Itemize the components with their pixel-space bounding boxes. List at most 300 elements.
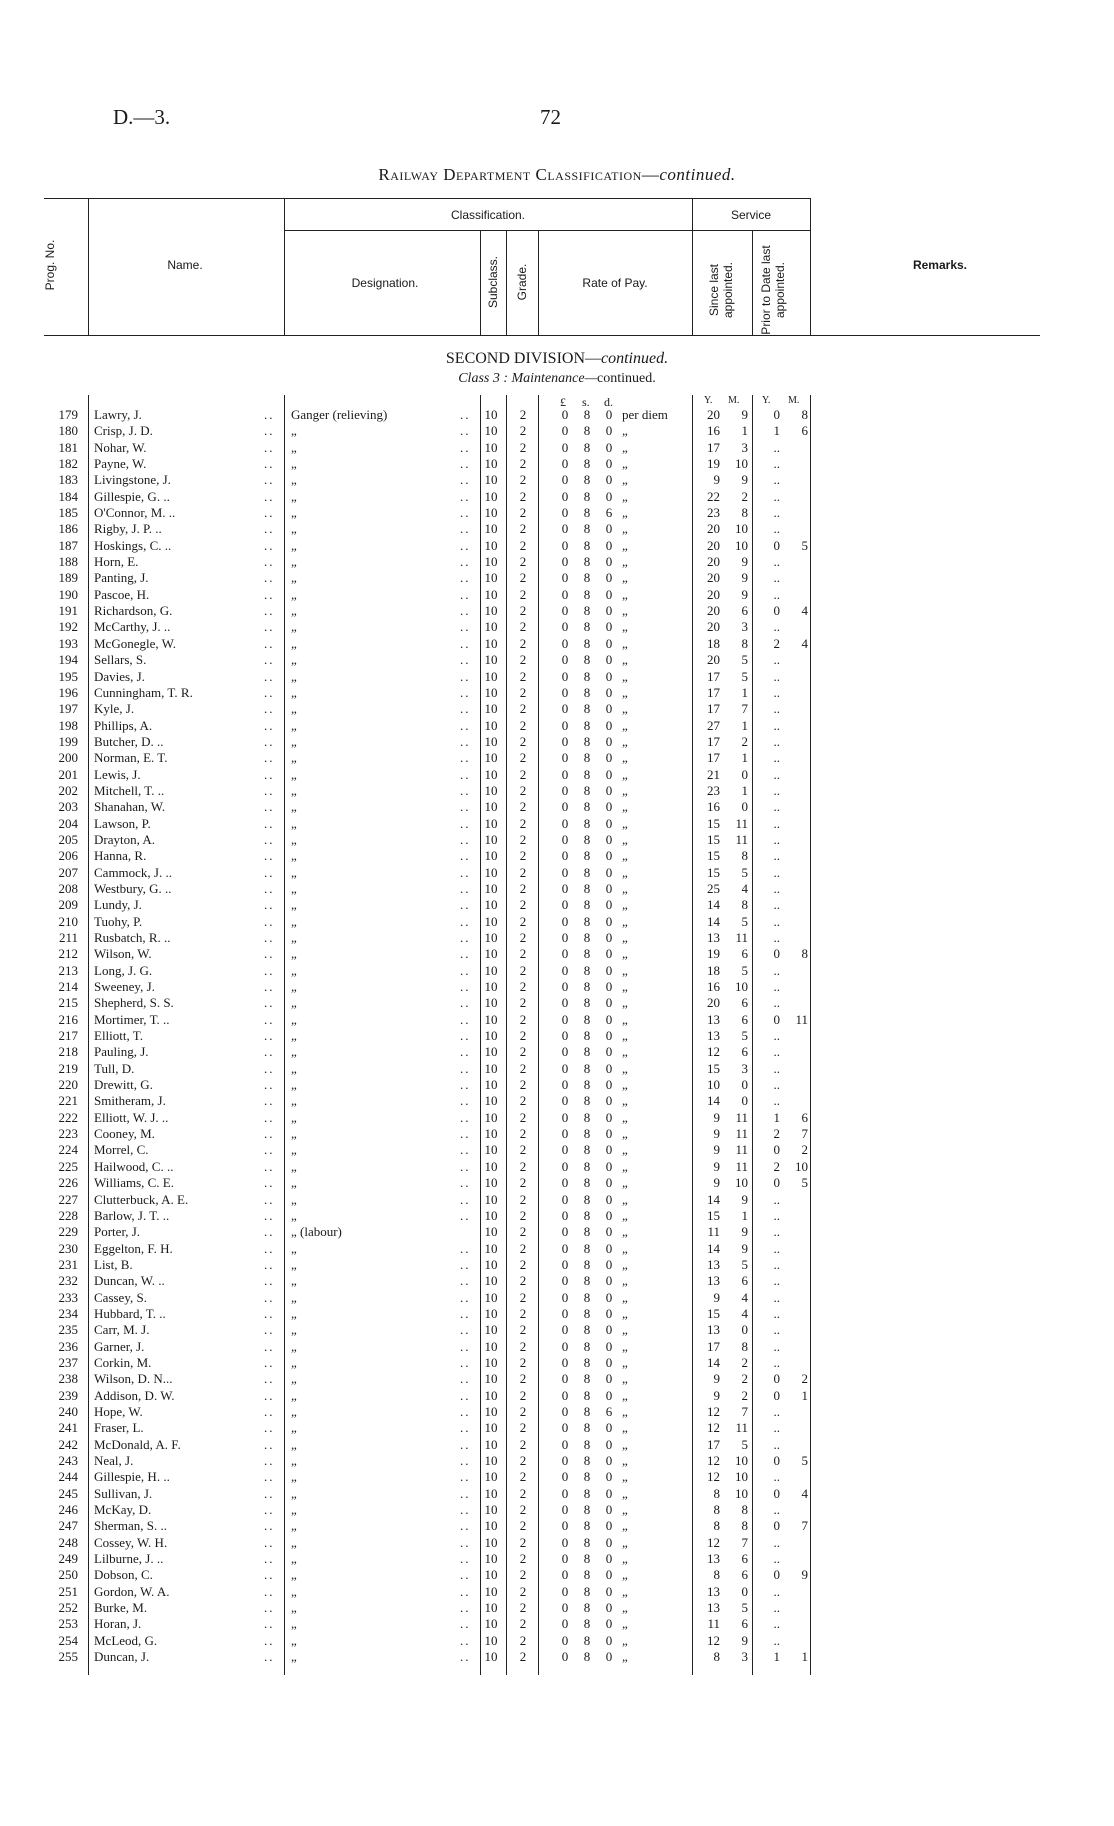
pay-pounds: 0 — [561, 521, 569, 537]
leader-dots: .. — [264, 1305, 275, 1321]
since-months: 6 — [741, 1551, 748, 1567]
pay-pounds: 0 — [561, 1256, 569, 1272]
leader-dots: .. — [460, 717, 471, 733]
leader-dots: .. — [460, 864, 471, 880]
pay-pounds: 0 — [561, 1077, 569, 1093]
designation: „ — [291, 1240, 297, 1256]
employee-name: McDonald, A. F. — [94, 1436, 181, 1452]
designation: „ — [291, 1567, 297, 1583]
subclass: 10 — [484, 1436, 498, 1452]
since-months: 1 — [741, 750, 748, 766]
since-months: 8 — [741, 505, 748, 521]
leader-dots: .. — [264, 1518, 275, 1534]
since-months: 10 — [735, 979, 748, 995]
pay-period: „ — [622, 1289, 628, 1305]
pay-shillings: 8 — [583, 782, 591, 798]
unit-prior-months: M. — [788, 395, 800, 406]
pay-period: „ — [622, 1224, 628, 1240]
table-row — [0, 832, 1114, 848]
since-months: 9 — [741, 570, 748, 586]
pay-pounds: 0 — [561, 979, 569, 995]
leader-dots: .. — [264, 423, 275, 439]
pay-pounds: 0 — [561, 930, 569, 945]
prog-number: 255 — [58, 1649, 78, 1665]
table-row — [0, 1110, 1114, 1126]
pay-shillings: 8 — [583, 1436, 591, 1452]
grade: 2 — [519, 1567, 527, 1583]
prior-months: 9 — [801, 1567, 808, 1583]
table-row — [0, 930, 1114, 946]
leader-dots: .. — [460, 1322, 471, 1338]
leader-dots: .. — [264, 717, 275, 733]
subclass: 10 — [484, 701, 498, 717]
leader-dots: .. — [460, 1256, 471, 1272]
table-row — [0, 423, 1114, 439]
pay-period: „ — [622, 1175, 628, 1191]
since-years: 12 — [707, 1632, 720, 1648]
grade: 2 — [519, 1044, 527, 1060]
prog-number: 229 — [58, 1224, 78, 1240]
prior-years: 1 — [773, 423, 780, 439]
grade: 2 — [519, 1175, 527, 1191]
pay-period: „ — [622, 766, 628, 782]
since-months: 9 — [741, 407, 748, 422]
since-months: 11 — [735, 831, 748, 847]
designation: „ — [291, 586, 297, 602]
prior-years: .. — [773, 930, 780, 945]
leader-dots: .. — [264, 1567, 275, 1583]
pay-shillings: 8 — [583, 1273, 591, 1289]
pay-pounds: 0 — [561, 717, 569, 733]
pay-pounds: 0 — [561, 1191, 569, 1207]
designation: „ — [291, 1109, 297, 1125]
grade: 2 — [519, 1207, 527, 1223]
subclass: 10 — [484, 1044, 498, 1060]
employee-name: Neal, J. — [94, 1453, 134, 1468]
pay-pence: 0 — [605, 880, 613, 896]
designation: „ — [291, 979, 297, 995]
leader-dots: .. — [460, 1518, 471, 1534]
leader-dots: .. — [460, 1534, 471, 1550]
prog-number: 204 — [58, 815, 78, 831]
pay-shillings: 8 — [583, 831, 591, 847]
leader-dots: .. — [460, 505, 471, 521]
prior-years: 0 — [773, 1175, 780, 1191]
grade: 2 — [519, 1224, 527, 1240]
since-years: 14 — [707, 913, 720, 929]
leader-dots: .. — [264, 848, 275, 864]
since-months: 8 — [741, 1502, 748, 1518]
since-months: 10 — [735, 1485, 748, 1501]
designation: „ — [291, 782, 297, 798]
leader-dots: .. — [264, 488, 275, 504]
since-years: 16 — [707, 979, 720, 995]
since-years: 16 — [707, 799, 720, 815]
grade: 2 — [519, 1289, 527, 1305]
pay-pounds: 0 — [561, 1028, 569, 1044]
pay-period: „ — [622, 1453, 628, 1468]
grade: 2 — [519, 1305, 527, 1321]
designation: „ — [291, 995, 297, 1011]
pay-pounds: 0 — [561, 472, 569, 488]
leader-dots: .. — [264, 1093, 275, 1109]
table-row — [0, 1404, 1114, 1420]
prog-number: 225 — [58, 1158, 78, 1174]
since-years: 12 — [707, 1403, 720, 1419]
prog-number: 227 — [58, 1191, 78, 1207]
pay-pence: 0 — [605, 1256, 613, 1272]
employee-name: List, B. — [94, 1256, 133, 1272]
pay-pence: 0 — [605, 1485, 613, 1501]
leader-dots: .. — [460, 799, 471, 815]
pay-pence: 0 — [605, 1191, 613, 1207]
pay-pence: 0 — [605, 930, 613, 945]
leader-dots: .. — [264, 407, 275, 422]
leader-dots: .. — [264, 1551, 275, 1567]
subclass: 10 — [484, 684, 498, 700]
table-row — [0, 1518, 1114, 1534]
col-subclass: Subclass. — [486, 255, 500, 309]
since-months: 1 — [741, 1207, 748, 1223]
employee-name: Wilson, D. N... — [94, 1371, 173, 1387]
leader-dots: .. — [264, 995, 275, 1011]
pay-period: „ — [622, 995, 628, 1011]
pay-pounds: 0 — [561, 1485, 569, 1501]
prog-number: 230 — [58, 1240, 78, 1256]
prior-years: .. — [773, 995, 780, 1011]
since-years: 8 — [713, 1518, 720, 1534]
prior-years: .. — [773, 1502, 780, 1518]
leader-dots: .. — [264, 1044, 275, 1060]
pay-shillings: 8 — [583, 1420, 591, 1436]
leader-dots: .. — [264, 1028, 275, 1044]
prog-number: 221 — [58, 1093, 78, 1109]
prog-number: 195 — [58, 668, 78, 684]
section-title — [0, 350, 1114, 368]
pay-shillings: 8 — [583, 1256, 591, 1272]
pay-shillings: 8 — [583, 423, 591, 439]
pay-period: „ — [622, 619, 628, 635]
pay-period: „ — [622, 1207, 628, 1223]
since-months: 5 — [741, 1436, 748, 1452]
since-years: 15 — [707, 815, 720, 831]
designation: „ — [291, 684, 297, 700]
grade: 2 — [519, 701, 527, 717]
pay-shillings: 8 — [583, 1534, 591, 1550]
designation: „ — [291, 733, 297, 749]
pay-pounds: 0 — [561, 1273, 569, 1289]
pay-shillings: 8 — [583, 554, 591, 570]
since-years: 10 — [707, 1077, 720, 1093]
pay-period: „ — [622, 1518, 628, 1534]
prior-years: .. — [773, 766, 780, 782]
designation: „ — [291, 1436, 297, 1452]
unit-pound: £ — [560, 395, 566, 409]
pay-shillings: 8 — [583, 684, 591, 700]
since-years: 11 — [707, 1616, 720, 1632]
subclass: 10 — [484, 456, 498, 472]
pay-shillings: 8 — [583, 733, 591, 749]
leader-dots: .. — [264, 619, 275, 635]
pay-shillings: 8 — [583, 701, 591, 717]
pay-pence: 0 — [605, 864, 613, 880]
table-row — [0, 963, 1114, 979]
designation: „ — [291, 1453, 297, 1468]
section-class-cont: continued. — [597, 371, 656, 386]
table-row — [0, 1061, 1114, 1077]
table-row — [0, 1600, 1114, 1616]
employee-name: Garner, J. — [94, 1338, 145, 1354]
leader-dots: .. — [460, 979, 471, 995]
table-row — [0, 734, 1114, 750]
leader-dots: .. — [264, 537, 275, 553]
subclass: 10 — [484, 1142, 498, 1158]
pay-pence: 0 — [605, 1011, 613, 1027]
prog-number: 180 — [58, 423, 78, 439]
pay-pence: 6 — [605, 1403, 613, 1419]
table-row — [0, 489, 1114, 505]
unit-pence: d. — [604, 395, 613, 409]
subclass: 10 — [484, 766, 498, 782]
pay-period: per diem — [622, 407, 668, 422]
subclass: 10 — [484, 586, 498, 602]
pay-pounds: 0 — [561, 1158, 569, 1174]
designation: „ — [291, 1354, 297, 1370]
designation: „ — [291, 1518, 297, 1534]
pay-shillings: 8 — [583, 439, 591, 455]
designation: „ — [291, 635, 297, 651]
pay-shillings: 8 — [583, 1289, 591, 1305]
since-years: 20 — [707, 570, 720, 586]
employee-name: Butcher, D. .. — [94, 733, 164, 749]
prog-number: 217 — [58, 1028, 78, 1044]
leader-dots: .. — [460, 619, 471, 635]
prog-number: 198 — [58, 717, 78, 733]
pay-pence: 0 — [605, 782, 613, 798]
since-months: 11 — [735, 1158, 748, 1174]
pay-period: „ — [622, 1469, 628, 1485]
leader-dots: .. — [460, 537, 471, 553]
table-row — [0, 1371, 1114, 1387]
subclass: 10 — [484, 1175, 498, 1191]
since-years: 14 — [707, 1240, 720, 1256]
since-years: 17 — [707, 439, 720, 455]
pay-shillings: 8 — [583, 652, 591, 668]
subclass: 10 — [484, 407, 498, 422]
employee-name: Payne, W. — [94, 456, 147, 472]
since-years: 9 — [713, 1126, 720, 1142]
leader-dots: .. — [264, 1534, 275, 1550]
prog-number: 247 — [58, 1518, 78, 1534]
designation: „ — [291, 423, 297, 439]
leader-dots: .. — [460, 1305, 471, 1321]
pay-pounds: 0 — [561, 1289, 569, 1305]
leader-dots: .. — [460, 1126, 471, 1142]
prog-number: 188 — [58, 554, 78, 570]
leader-dots: .. — [460, 635, 471, 651]
pay-shillings: 8 — [583, 897, 591, 913]
leader-dots: .. — [264, 1387, 275, 1403]
subclass: 10 — [484, 897, 498, 913]
section-class-label: Class 3 : Maintenance— — [458, 371, 598, 386]
leader-dots: .. — [460, 1420, 471, 1436]
prior-months: 2 — [801, 1142, 808, 1158]
since-years: 13 — [707, 1551, 720, 1567]
employee-name: Pauling, J. — [94, 1044, 149, 1060]
since-months: 10 — [735, 1453, 748, 1468]
table-row — [0, 1584, 1114, 1600]
grade: 2 — [519, 570, 527, 586]
table-row — [0, 1012, 1114, 1028]
since-years: 20 — [707, 619, 720, 635]
pay-pence: 0 — [605, 456, 613, 472]
table-row — [0, 1322, 1114, 1338]
pay-shillings: 8 — [583, 1502, 591, 1518]
leader-dots: .. — [264, 782, 275, 798]
pay-shillings: 8 — [583, 505, 591, 521]
grade: 2 — [519, 1240, 527, 1256]
table-row — [0, 1502, 1114, 1518]
pay-period: „ — [622, 750, 628, 766]
pay-pounds: 0 — [561, 1632, 569, 1648]
grade: 2 — [519, 880, 527, 896]
since-months: 4 — [741, 1305, 748, 1321]
since-months: 10 — [735, 521, 748, 537]
page-title: Railway Department Classification—continued. — [378, 165, 736, 184]
since-years: 13 — [707, 1256, 720, 1272]
leader-dots: .. — [460, 848, 471, 864]
leader-dots: .. — [264, 1485, 275, 1501]
employee-name: Lilburne, J. .. — [94, 1551, 164, 1567]
pay-period: „ — [622, 635, 628, 651]
leader-dots: .. — [460, 1044, 471, 1060]
table-row — [0, 1420, 1114, 1436]
unit-since-months: M. — [728, 395, 740, 406]
table-row — [0, 1273, 1114, 1289]
pay-pence: 0 — [605, 684, 613, 700]
pay-pence: 0 — [605, 1060, 613, 1076]
leader-dots: .. — [460, 930, 471, 945]
prog-number: 216 — [58, 1011, 78, 1027]
grade: 2 — [519, 586, 527, 602]
table-row — [0, 1224, 1114, 1240]
pay-pounds: 0 — [561, 1109, 569, 1125]
prog-number: 244 — [58, 1469, 78, 1485]
grade: 2 — [519, 439, 527, 455]
grade: 2 — [519, 1551, 527, 1567]
grade: 2 — [519, 913, 527, 929]
designation: „ — [291, 848, 297, 864]
since-years: 23 — [707, 782, 720, 798]
leader-dots: .. — [460, 1403, 471, 1419]
since-years: 19 — [707, 456, 720, 472]
designation: „ — [291, 1616, 297, 1632]
pay-pounds: 0 — [561, 799, 569, 815]
table-row — [0, 1567, 1114, 1583]
pay-shillings: 8 — [583, 848, 591, 864]
leader-dots: .. — [460, 1273, 471, 1289]
since-years: 25 — [707, 880, 720, 896]
prior-years: .. — [773, 1273, 780, 1289]
employee-name: Crisp, J. D. — [94, 423, 153, 439]
page-number: 72 — [540, 105, 561, 129]
leader-dots: .. — [264, 456, 275, 472]
pay-pounds: 0 — [561, 701, 569, 717]
employee-name: Hubbard, T. .. — [94, 1305, 166, 1321]
subclass: 10 — [484, 1158, 498, 1174]
pay-period: „ — [622, 1273, 628, 1289]
subclass: 10 — [484, 1289, 498, 1305]
subclass: 10 — [484, 1632, 498, 1648]
table-row — [0, 1208, 1114, 1224]
grade: 2 — [519, 1453, 527, 1468]
since-years: 15 — [707, 1207, 720, 1223]
since-months: 11 — [735, 1126, 748, 1142]
table-row — [0, 1241, 1114, 1257]
table-row — [0, 979, 1114, 995]
prog-number: 237 — [58, 1354, 78, 1370]
leader-dots: .. — [264, 1632, 275, 1648]
pay-shillings: 8 — [583, 880, 591, 896]
pay-period: „ — [622, 1551, 628, 1567]
prog-number: 254 — [58, 1632, 78, 1648]
prog-number: 210 — [58, 913, 78, 929]
leader-dots: .. — [264, 1469, 275, 1485]
prior-years: .. — [773, 570, 780, 586]
designation: „ — [291, 1502, 297, 1518]
prog-number: 183 — [58, 472, 78, 488]
prog-number: 184 — [58, 488, 78, 504]
grade: 2 — [519, 1518, 527, 1534]
since-months: 0 — [741, 766, 748, 782]
employee-name: Cassey, S. — [94, 1289, 147, 1305]
prior-years: .. — [773, 1256, 780, 1272]
pay-pence: 0 — [605, 1551, 613, 1567]
designation: „ — [291, 880, 297, 896]
prior-years: .. — [773, 586, 780, 602]
pay-shillings: 8 — [583, 1224, 591, 1240]
since-months: 0 — [741, 1093, 748, 1109]
since-years: 9 — [713, 1289, 720, 1305]
leader-dots: .. — [264, 586, 275, 602]
prog-number: 189 — [58, 570, 78, 586]
leader-dots: .. — [460, 701, 471, 717]
pay-pence: 0 — [605, 1616, 613, 1632]
prog-number: 185 — [58, 505, 78, 521]
table-row — [0, 1028, 1114, 1044]
employee-name: Mortimer, T. .. — [94, 1011, 170, 1027]
since-months: 11 — [735, 1109, 748, 1125]
since-months: 10 — [735, 1175, 748, 1191]
pay-pence: 0 — [605, 1093, 613, 1109]
pay-shillings: 8 — [583, 570, 591, 586]
subclass: 10 — [484, 733, 498, 749]
table-row — [0, 799, 1114, 815]
pay-pence: 0 — [605, 668, 613, 684]
header-top-rule — [44, 198, 810, 199]
leader-dots: .. — [460, 766, 471, 782]
prior-years: 0 — [773, 1453, 780, 1468]
pay-pounds: 0 — [561, 880, 569, 896]
pay-period: „ — [622, 1534, 628, 1550]
prog-number: 192 — [58, 619, 78, 635]
prog-number: 211 — [58, 930, 78, 945]
prog-number: 236 — [58, 1338, 78, 1354]
designation: „ — [291, 554, 297, 570]
employee-name: Lewis, J. — [94, 766, 141, 782]
since-years: 12 — [707, 1534, 720, 1550]
designation: „ — [291, 1273, 297, 1289]
